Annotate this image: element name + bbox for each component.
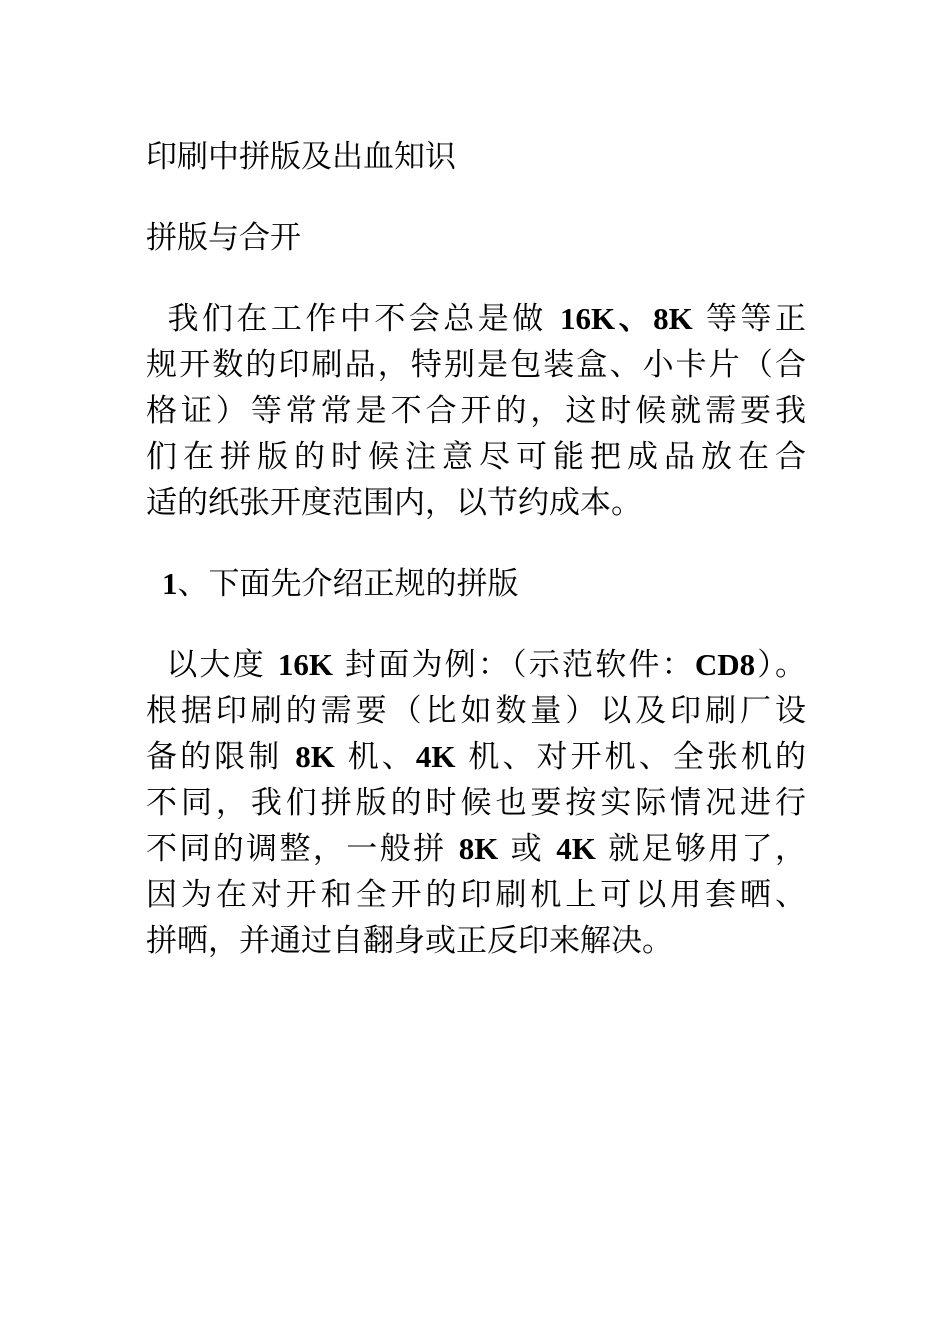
text-run: 以大度 [164, 647, 278, 683]
paragraph-line [146, 826, 806, 872]
text-run: 等等正 [692, 301, 806, 337]
paragraph-example [146, 642, 806, 964]
text-run: ）。 [755, 647, 807, 683]
paragraph-line: 格证）等常常是不合开的，这时候就需要我 [146, 393, 806, 429]
text-run: 机、对开机、全张机的 [455, 739, 807, 775]
text-run: 不同的调整，一般拼 [146, 831, 459, 867]
bold-run: 8K [653, 301, 693, 336]
text-run: 机、 [334, 739, 416, 775]
bold-run: 8K [458, 831, 499, 866]
numbered-heading [146, 561, 806, 607]
paragraph-line: 根据印刷的需要（比如数量）以及印刷厂设 [146, 693, 806, 729]
heading-number: 1 [162, 566, 178, 601]
bold-run: 4K [556, 831, 596, 866]
paragraph-line: 拼晒，并通过自翻身或正反印来解决。 [146, 923, 673, 959]
bold-run: CD8 [694, 647, 756, 682]
bold-run: 16K [277, 647, 333, 682]
text-run: 封面为例：（示范软件： [333, 647, 695, 683]
text-run: 就足够用了， [595, 831, 806, 867]
bold-run: 4K [415, 739, 456, 774]
bold-run: 、 [615, 301, 654, 336]
paragraph-line [146, 296, 806, 342]
paragraph-line: 不同，我们拼版的时候也要按实际情况进行 [146, 785, 806, 821]
section-heading: 拼版与合开 [146, 220, 301, 256]
text-run: 我们在工作中不会总是做 [164, 301, 561, 337]
paragraph-line [146, 642, 806, 688]
text-run: 或 [498, 831, 557, 867]
paragraph-line: 适的纸张开度范围内，以节约成本。 [146, 485, 642, 521]
heading-text: 、下面先介绍正规的拼版 [177, 566, 519, 602]
document-body [146, 134, 806, 999]
paragraph-line: 们在拼版的时候注意尽可能把成品放在合 [146, 439, 806, 475]
bold-run: 8K [295, 739, 335, 774]
paragraph-pagination-intro [146, 296, 806, 526]
paragraph-line: 因为在对开和全开的印刷机上可以用套晒、 [146, 877, 806, 913]
text-run: 备的限制 [146, 739, 296, 775]
bold-run: 16K [560, 301, 616, 336]
document-title: 印刷中拼版及出血知识 [146, 139, 456, 175]
paragraph-line [146, 734, 806, 780]
paragraph-line: 规开数的印刷品，特别是包装盒、小卡片（合 [146, 347, 806, 383]
